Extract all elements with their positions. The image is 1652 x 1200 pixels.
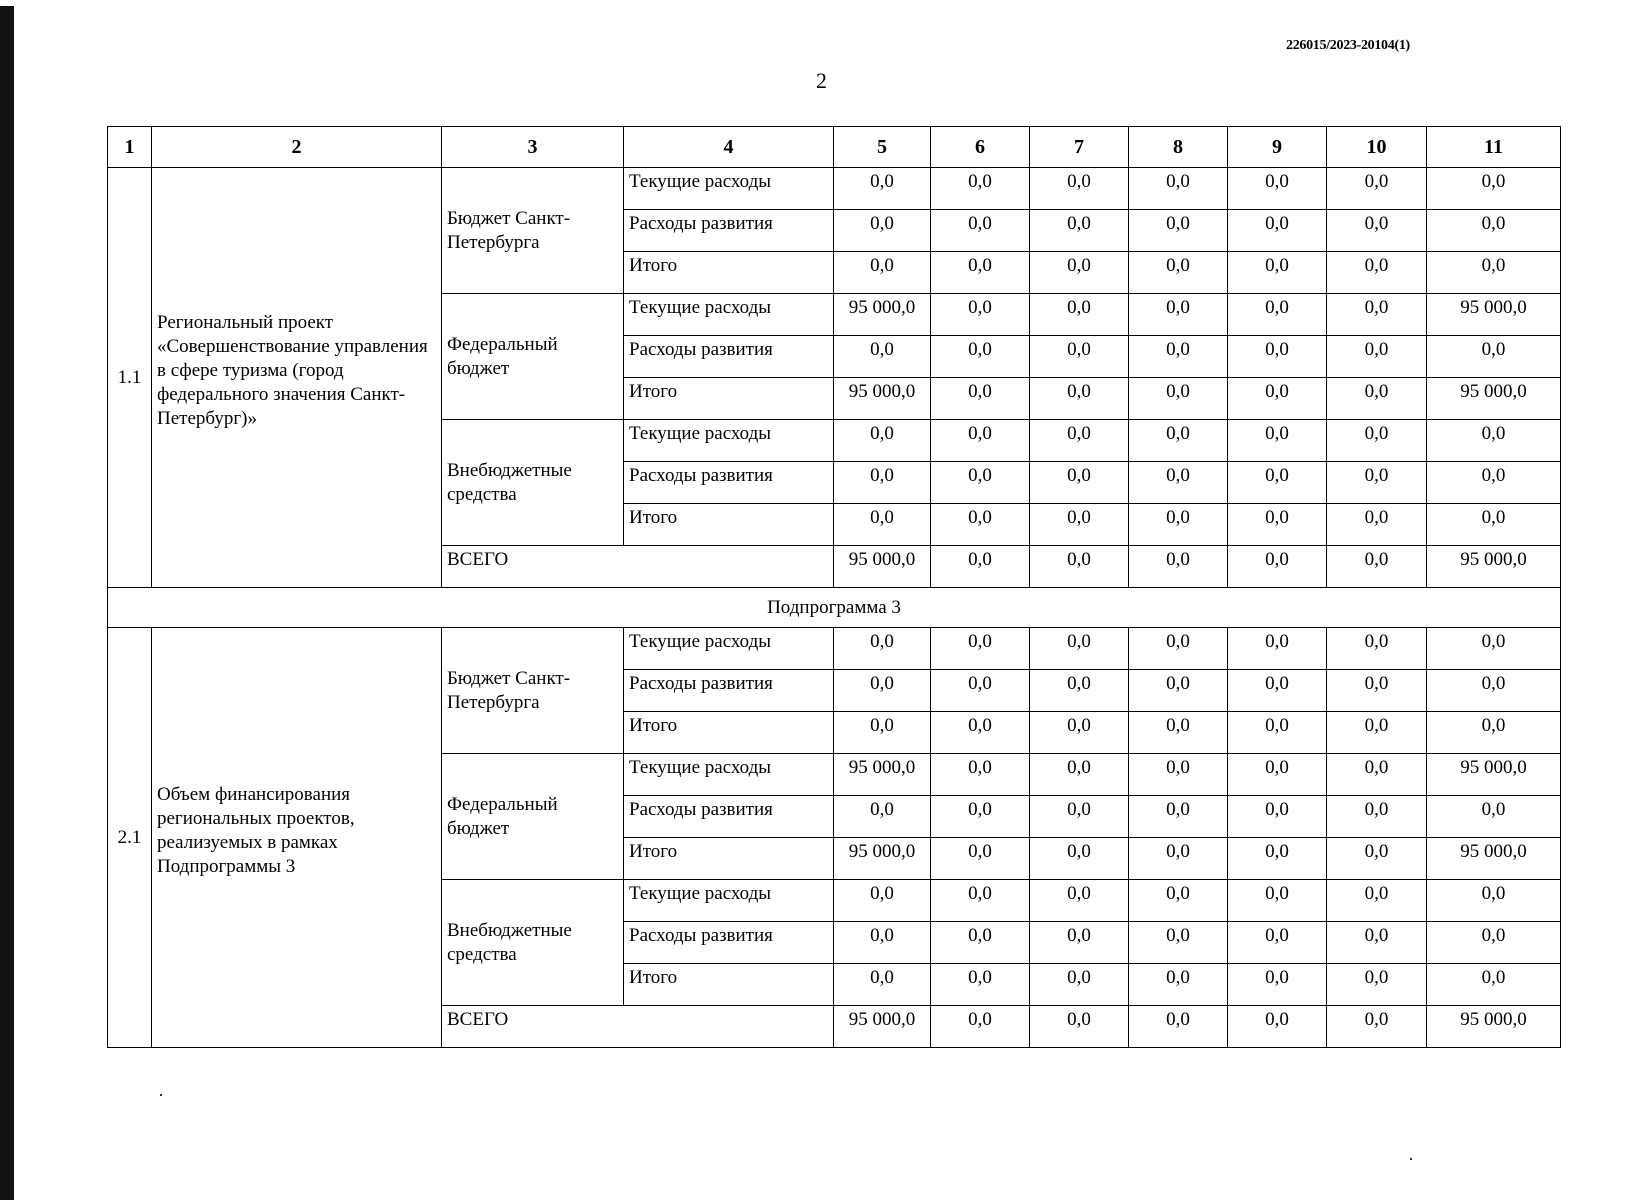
row-number: 1.1: [108, 168, 152, 588]
amount-cell: 0,0: [931, 712, 1030, 754]
amount-cell: 0,0: [1427, 922, 1561, 964]
amount-cell: 0,0: [1327, 712, 1427, 754]
funding-source: Федеральный бюджет: [442, 754, 624, 880]
amount-cell: 0,0: [834, 922, 931, 964]
total-amount-cell: 95 000,0: [834, 1006, 931, 1048]
amount-cell: 0,0: [931, 670, 1030, 712]
amount-cell: 0,0: [1327, 628, 1427, 670]
amount-cell: 0,0: [1030, 168, 1129, 210]
expense-type: Расходы развития: [624, 462, 834, 504]
total-amount-cell: 0,0: [931, 1006, 1030, 1048]
amount-cell: 0,0: [1129, 964, 1228, 1006]
header-cell-11: 11: [1427, 127, 1561, 168]
amount-cell: 0,0: [1427, 880, 1561, 922]
amount-cell: 0,0: [1030, 210, 1129, 252]
subprogram-row: [108, 588, 1561, 628]
amount-cell: 0,0: [1327, 964, 1427, 1006]
amount-cell: 0,0: [1129, 754, 1228, 796]
amount-cell: 0,0: [1327, 670, 1427, 712]
amount-cell: 0,0: [1129, 838, 1228, 880]
total-amount-cell: 0,0: [1030, 1006, 1129, 1048]
amount-cell: 0,0: [1030, 378, 1129, 420]
amount-cell: 0,0: [1129, 504, 1228, 546]
amount-cell: 0,0: [1427, 628, 1561, 670]
project-name: Региональный проект «Совершенствование управления в сфере туризма (город федерального значения Санкт-Петербург)»: [152, 168, 442, 588]
total-amount-cell: 0,0: [1030, 546, 1129, 588]
amount-cell: 0,0: [1030, 252, 1129, 294]
total-amount-cell: 0,0: [1228, 1006, 1327, 1048]
expense-type: Текущие расходы: [624, 880, 834, 922]
amount-cell: 0,0: [1030, 796, 1129, 838]
amount-cell: 0,0: [1228, 168, 1327, 210]
amount-cell: 0,0: [1327, 796, 1427, 838]
expense-type: Итого: [624, 504, 834, 546]
amount-cell: 0,0: [1327, 880, 1427, 922]
amount-cell: 0,0: [931, 420, 1030, 462]
amount-cell: 0,0: [1327, 294, 1427, 336]
amount-cell: 0,0: [1030, 712, 1129, 754]
amount-cell: 0,0: [931, 168, 1030, 210]
expense-type: Итого: [624, 712, 834, 754]
amount-cell: 0,0: [931, 378, 1030, 420]
expense-type: Расходы развития: [624, 796, 834, 838]
header-row: [108, 127, 1561, 168]
amount-cell: 0,0: [1327, 754, 1427, 796]
amount-cell: 0,0: [1427, 964, 1561, 1006]
total-label: ВСЕГО: [442, 546, 834, 588]
amount-cell: 0,0: [834, 880, 931, 922]
amount-cell: 0,0: [1228, 462, 1327, 504]
scan-speck: [1410, 1158, 1412, 1160]
amount-cell: 0,0: [1228, 420, 1327, 462]
amount-cell: 95 000,0: [834, 754, 931, 796]
table-body: [108, 127, 1561, 1048]
amount-cell: 0,0: [1327, 838, 1427, 880]
amount-cell: 0,0: [1129, 462, 1228, 504]
total-amount-cell: 0,0: [1129, 546, 1228, 588]
amount-cell: 0,0: [931, 964, 1030, 1006]
amount-cell: 0,0: [1129, 670, 1228, 712]
amount-cell: 0,0: [834, 210, 931, 252]
amount-cell: 0,0: [931, 754, 1030, 796]
amount-cell: 0,0: [1129, 628, 1228, 670]
amount-cell: 0,0: [1228, 838, 1327, 880]
amount-cell: 0,0: [834, 796, 931, 838]
total-amount-cell: 0,0: [931, 546, 1030, 588]
funding-source: Бюджет Санкт-Петербурга: [442, 628, 624, 754]
funding-source: Внебюджетные средства: [442, 420, 624, 546]
amount-cell: 0,0: [1129, 294, 1228, 336]
amount-cell: 0,0: [1228, 210, 1327, 252]
amount-cell: 0,0: [931, 294, 1030, 336]
amount-cell: 0,0: [1427, 168, 1561, 210]
amount-cell: 0,0: [1427, 336, 1561, 378]
amount-cell: 0,0: [1030, 294, 1129, 336]
amount-cell: 0,0: [931, 922, 1030, 964]
project-name: Объем финансирования региональных проектов, реализуемых в рамках Подпрограммы 3: [152, 628, 442, 1048]
header-cell-4: 4: [624, 127, 834, 168]
expense-type: Итого: [624, 964, 834, 1006]
amount-cell: 0,0: [1228, 796, 1327, 838]
amount-cell: 0,0: [1030, 754, 1129, 796]
funding-source: Бюджет Санкт-Петербурга: [442, 168, 624, 294]
amount-cell: 0,0: [1228, 880, 1327, 922]
amount-cell: 0,0: [1427, 462, 1561, 504]
amount-cell: 0,0: [1427, 712, 1561, 754]
amount-cell: 0,0: [1030, 880, 1129, 922]
amount-cell: 95 000,0: [1427, 294, 1561, 336]
total-amount-cell: 95 000,0: [1427, 1006, 1561, 1048]
amount-cell: 0,0: [931, 336, 1030, 378]
expense-type: Итого: [624, 838, 834, 880]
amount-cell: 0,0: [1327, 210, 1427, 252]
amount-cell: 0,0: [1030, 336, 1129, 378]
amount-cell: 0,0: [1030, 838, 1129, 880]
amount-cell: 0,0: [834, 964, 931, 1006]
table-row: [108, 168, 1561, 210]
funding-source: Федеральный бюджет: [442, 294, 624, 420]
amount-cell: 0,0: [1030, 628, 1129, 670]
expense-type: Итого: [624, 378, 834, 420]
expense-type: Текущие расходы: [624, 294, 834, 336]
amount-cell: 0,0: [1427, 670, 1561, 712]
amount-cell: 0,0: [1427, 210, 1561, 252]
amount-cell: 0,0: [1327, 252, 1427, 294]
amount-cell: 0,0: [1129, 712, 1228, 754]
amount-cell: 95 000,0: [1427, 378, 1561, 420]
amount-cell: 0,0: [931, 504, 1030, 546]
amount-cell: 0,0: [834, 336, 931, 378]
amount-cell: 0,0: [931, 880, 1030, 922]
expense-type: Расходы развития: [624, 922, 834, 964]
amount-cell: 0,0: [834, 252, 931, 294]
amount-cell: 0,0: [1129, 420, 1228, 462]
amount-cell: 0,0: [931, 462, 1030, 504]
total-amount-cell: 0,0: [1327, 546, 1427, 588]
header-cell-7: 7: [1030, 127, 1129, 168]
total-amount-cell: 0,0: [1327, 1006, 1427, 1048]
expense-type: Текущие расходы: [624, 420, 834, 462]
amount-cell: 0,0: [1327, 504, 1427, 546]
expense-type: Текущие расходы: [624, 754, 834, 796]
amount-cell: 0,0: [931, 252, 1030, 294]
amount-cell: 0,0: [834, 504, 931, 546]
amount-cell: 0,0: [1228, 294, 1327, 336]
amount-cell: 0,0: [1327, 168, 1427, 210]
header-cell-10: 10: [1327, 127, 1427, 168]
financing-table: [107, 126, 1561, 1048]
amount-cell: 0,0: [1427, 796, 1561, 838]
amount-cell: 0,0: [1228, 670, 1327, 712]
amount-cell: 0,0: [834, 628, 931, 670]
amount-cell: 0,0: [1228, 628, 1327, 670]
expense-type: Расходы развития: [624, 210, 834, 252]
amount-cell: 0,0: [1129, 168, 1228, 210]
amount-cell: 0,0: [1129, 378, 1228, 420]
header-cell-3: 3: [442, 127, 624, 168]
page-number: 2: [816, 68, 827, 93]
amount-cell: 0,0: [1327, 922, 1427, 964]
amount-cell: 0,0: [931, 210, 1030, 252]
amount-cell: 95 000,0: [1427, 754, 1561, 796]
expense-type: Текущие расходы: [624, 628, 834, 670]
amount-cell: 0,0: [834, 168, 931, 210]
header-cell-6: 6: [931, 127, 1030, 168]
amount-cell: 0,0: [1129, 922, 1228, 964]
total-amount-cell: 95 000,0: [834, 546, 931, 588]
amount-cell: 95 000,0: [1427, 838, 1561, 880]
amount-cell: 0,0: [1228, 922, 1327, 964]
amount-cell: 0,0: [931, 796, 1030, 838]
row-number: 2.1: [108, 628, 152, 1048]
amount-cell: 0,0: [1030, 670, 1129, 712]
amount-cell: 0,0: [1327, 378, 1427, 420]
document-id: 226015/2023-20104(1): [1286, 38, 1410, 53]
amount-cell: 0,0: [931, 628, 1030, 670]
total-amount-cell: 0,0: [1228, 546, 1327, 588]
amount-cell: 0,0: [1228, 754, 1327, 796]
amount-cell: 0,0: [1030, 462, 1129, 504]
amount-cell: 0,0: [1327, 420, 1427, 462]
amount-cell: 0,0: [1427, 252, 1561, 294]
amount-cell: 0,0: [1228, 378, 1327, 420]
table-row: [108, 628, 1561, 670]
expense-type: Текущие расходы: [624, 168, 834, 210]
expense-type: Расходы развития: [624, 336, 834, 378]
total-amount-cell: 95 000,0: [1427, 546, 1561, 588]
header-cell-8: 8: [1129, 127, 1228, 168]
amount-cell: 95 000,0: [834, 838, 931, 880]
scan-left-edge: [0, 0, 14, 1200]
expense-type: Расходы развития: [624, 670, 834, 712]
total-amount-cell: 0,0: [1129, 1006, 1228, 1048]
amount-cell: 0,0: [1129, 210, 1228, 252]
amount-cell: 0,0: [1427, 420, 1561, 462]
amount-cell: 0,0: [834, 670, 931, 712]
amount-cell: 0,0: [834, 420, 931, 462]
amount-cell: 0,0: [834, 712, 931, 754]
amount-cell: 0,0: [1030, 922, 1129, 964]
total-label: ВСЕГО: [442, 1006, 834, 1048]
amount-cell: 0,0: [1030, 504, 1129, 546]
amount-cell: 0,0: [1427, 504, 1561, 546]
amount-cell: 0,0: [931, 838, 1030, 880]
scan-edge-gap: [0, 0, 14, 6]
amount-cell: 95 000,0: [834, 378, 931, 420]
scan-speck: [160, 1094, 162, 1096]
amount-cell: 0,0: [1228, 712, 1327, 754]
amount-cell: 0,0: [1228, 504, 1327, 546]
financing-table-wrapper: [107, 126, 1560, 1048]
amount-cell: 0,0: [834, 462, 931, 504]
amount-cell: 0,0: [1030, 420, 1129, 462]
amount-cell: 0,0: [1228, 336, 1327, 378]
header-cell-2: 2: [152, 127, 442, 168]
amount-cell: 0,0: [1228, 252, 1327, 294]
amount-cell: 0,0: [1129, 880, 1228, 922]
amount-cell: 0,0: [1030, 964, 1129, 1006]
header-cell-1: 1: [108, 127, 152, 168]
funding-source: Внебюджетные средства: [442, 880, 624, 1006]
amount-cell: 0,0: [1228, 964, 1327, 1006]
header-cell-9: 9: [1228, 127, 1327, 168]
expense-type: Итого: [624, 252, 834, 294]
amount-cell: 0,0: [1327, 462, 1427, 504]
amount-cell: 0,0: [1327, 336, 1427, 378]
subprogram-title: Подпрограмма 3: [108, 588, 1561, 628]
amount-cell: 0,0: [1129, 252, 1228, 294]
amount-cell: 95 000,0: [834, 294, 931, 336]
header-cell-5: 5: [834, 127, 931, 168]
amount-cell: 0,0: [1129, 336, 1228, 378]
amount-cell: 0,0: [1129, 796, 1228, 838]
